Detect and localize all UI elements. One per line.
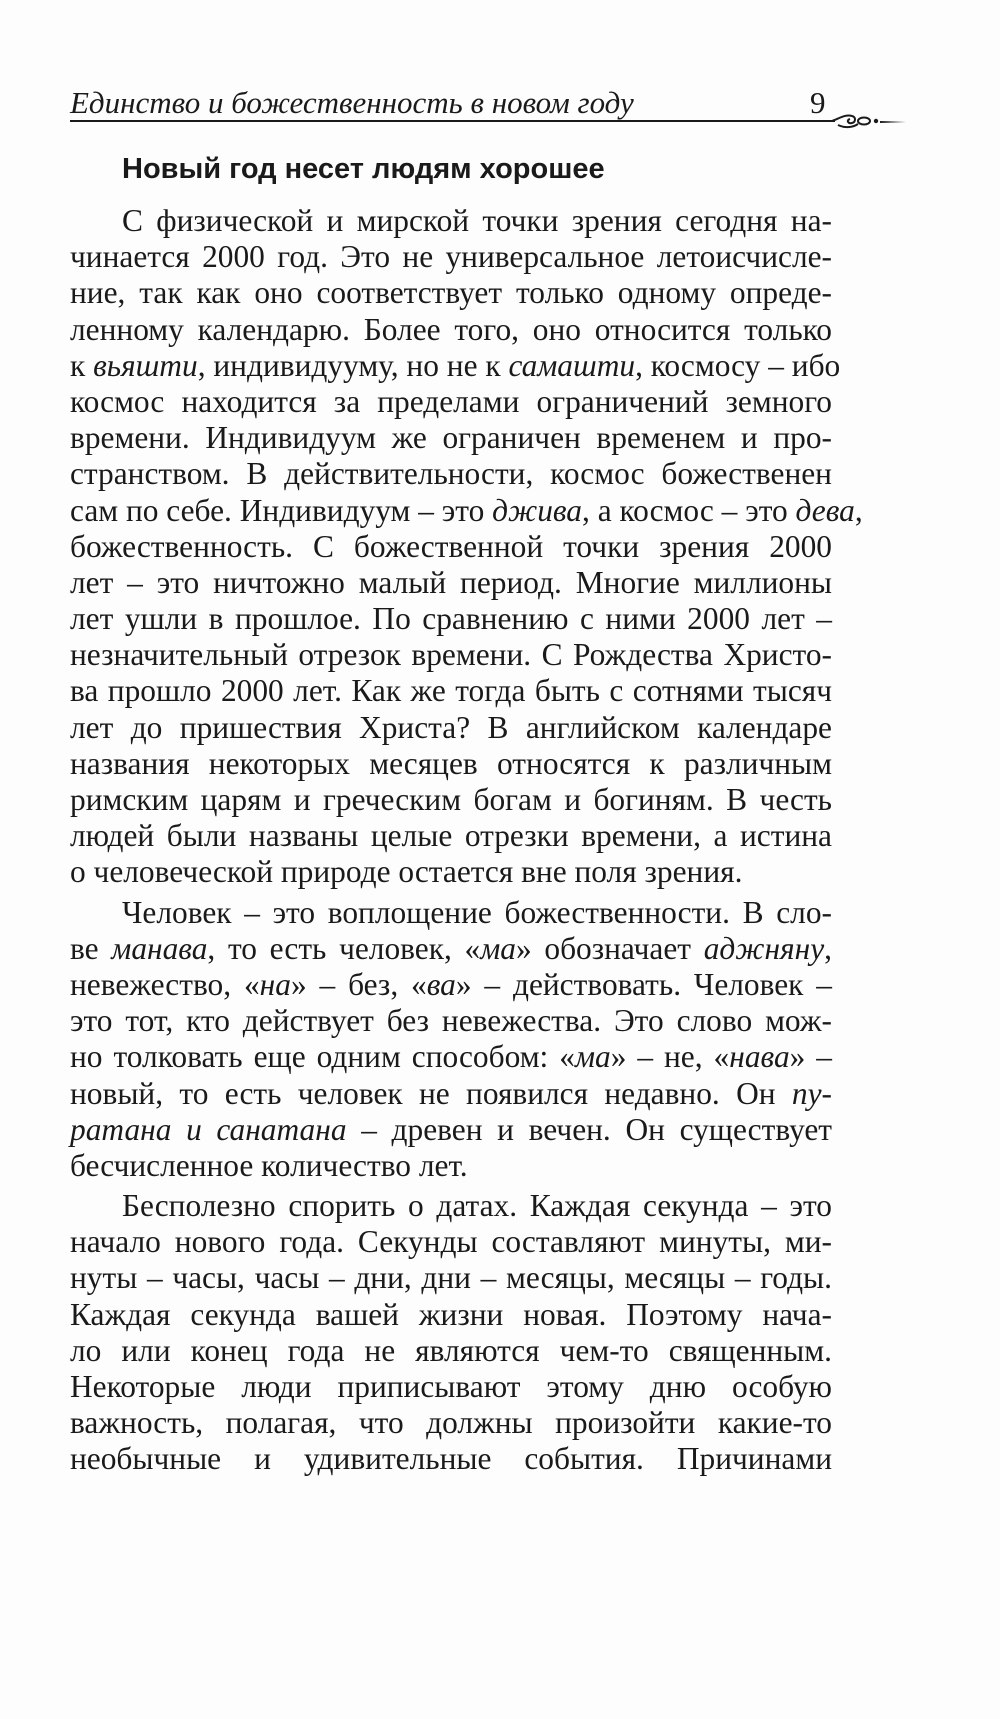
- text-run: космос находится за пределами ограничений земного: [70, 383, 832, 419]
- text-run: важность, полагая, что должны произойти какие-то: [70, 1405, 832, 1441]
- text-run: – древен и вечен. Он существует: [346, 1111, 832, 1147]
- text-run: лет до пришествия Христа? В английском календаре: [70, 709, 832, 745]
- text-run: ленному календарю. Более того, оно относится только: [70, 311, 832, 347]
- text-line: [70, 710, 832, 746]
- italic-term: самашти: [508, 347, 636, 383]
- text-line: [70, 239, 832, 275]
- text-line: [70, 1039, 832, 1075]
- italic-term: ма: [480, 930, 516, 966]
- text-run: незначительный отрезок времени. С Рождества Христо-: [70, 637, 832, 673]
- body-text: [70, 203, 863, 1478]
- text-run: но толковать еще одним способом: «: [70, 1039, 575, 1075]
- text-run: начало нового года. Секунды составляют минуты, ми-: [70, 1224, 832, 1260]
- text-line: [70, 1224, 832, 1260]
- text-run: ,: [824, 930, 833, 966]
- text-run: , космосу – ибо: [635, 347, 841, 383]
- text-run: божественность. С божественной точки зрения 2000: [70, 528, 832, 564]
- text-line: [70, 1333, 832, 1369]
- text-run: римским царям и греческим богам и богиням. В честь: [70, 782, 832, 817]
- text-line: [70, 1369, 832, 1405]
- text-line: [70, 601, 832, 637]
- italic-term: пу-: [791, 1075, 832, 1111]
- text-run: сам по себе. Индивидуум – это: [70, 492, 493, 528]
- text-line: [70, 673, 832, 709]
- text-run: » – без, «: [290, 966, 427, 1002]
- text-run: » обозначает: [515, 930, 704, 966]
- text-run: это тот, кто действует без невежества. Это слово мож-: [70, 1003, 832, 1039]
- text-run: ,: [854, 492, 863, 528]
- text-run: о человеческой природе остается вне поля зрения.: [70, 854, 743, 890]
- text-run: , индивидууму, но не к: [197, 347, 509, 383]
- text-line: [70, 1441, 832, 1477]
- text-line: [70, 1188, 832, 1224]
- text-run: лет – это ничтожно малый период. Многие миллионы: [70, 564, 832, 600]
- text-line: [70, 420, 832, 456]
- header-rule: [70, 120, 835, 122]
- flourish-ornament-icon: [830, 106, 908, 136]
- text-line: [70, 565, 832, 601]
- text-run: ва прошло 2000 лет. Как же тогда быть с сотнями тысяч: [70, 673, 832, 709]
- text-line: [70, 895, 832, 931]
- text-line: [70, 1260, 832, 1296]
- text-line: [70, 967, 832, 1003]
- chapter-title: Новый год несет людям хорошее: [122, 153, 605, 185]
- text-run: Человек – это воплощение божественности. В сло-: [122, 894, 832, 930]
- text-line: [70, 275, 832, 311]
- page-number: 9: [810, 85, 826, 120]
- text-run: Некоторые люди приписывают этому дню особую: [70, 1369, 832, 1404]
- text-run: ве: [70, 930, 112, 966]
- text-line: [70, 347, 841, 384]
- text-line: [70, 931, 832, 967]
- text-line: [70, 746, 832, 782]
- italic-term: аджняну: [703, 930, 825, 966]
- text-run: чинается 2000 год. Это не универсальное летоисчисле-: [70, 239, 832, 275]
- text-run: странством. В действительности, космос божественен: [70, 456, 832, 492]
- text-run: времени. Индивидуум же ограничен временем и про-: [70, 420, 832, 456]
- text-line: [70, 492, 863, 529]
- text-run: названия некоторых месяцев относятся к различным: [70, 745, 832, 781]
- text-line: [70, 1112, 832, 1148]
- text-line: [70, 1148, 832, 1184]
- italic-term: ратана и санатана: [70, 1111, 347, 1147]
- italic-term: на: [259, 966, 291, 1002]
- text-run: ло или конец года не являются чем-то священным.: [70, 1332, 832, 1368]
- italic-term: нава: [729, 1039, 790, 1075]
- text-run: Каждая секунда вашей жизни новая. Поэтому нача-: [70, 1296, 832, 1332]
- text-run: » – действовать. Человек –: [455, 966, 832, 1002]
- text-line: [70, 1076, 832, 1112]
- text-line: [70, 203, 832, 239]
- italic-term: вьяшти: [93, 347, 198, 383]
- text-run: » –: [789, 1039, 832, 1075]
- text-run: новый, то есть человек не появился недавно. Он: [70, 1075, 792, 1111]
- italic-term: ва: [426, 966, 456, 1002]
- text-run: бесчисленное количество лет.: [70, 1147, 468, 1183]
- paragraph: [70, 203, 863, 891]
- italic-term: дева: [795, 492, 855, 528]
- text-line: [70, 818, 832, 854]
- text-run: невежество, «: [70, 966, 260, 1002]
- text-line: [70, 782, 832, 818]
- text-run: » – не, «: [610, 1039, 730, 1075]
- text-line: [70, 1405, 832, 1441]
- text-line: [70, 529, 832, 565]
- text-run: людей были названы целые отрезки времени, а истина: [70, 818, 832, 854]
- text-line: [70, 637, 832, 673]
- text-line: [70, 456, 832, 492]
- paragraph: [70, 1188, 832, 1478]
- text-line: [70, 1297, 832, 1333]
- paragraph: [70, 895, 832, 1185]
- text-run: , то есть человек, «: [207, 930, 481, 966]
- text-run: необычные и удивительные события. Причинами: [70, 1441, 832, 1477]
- italic-term: ма: [574, 1039, 611, 1075]
- text-line: [70, 384, 832, 420]
- text-run: , а космос – это: [582, 492, 796, 528]
- text-run: нуты – часы, часы – дни, дни – месяцы, месяцы – годы.: [70, 1260, 832, 1296]
- italic-term: джива: [492, 492, 583, 528]
- text-line: [70, 312, 832, 348]
- text-line: [70, 1003, 832, 1039]
- text-run: Бесполезно спорить о датах. Каждая секунда – это: [122, 1188, 832, 1224]
- text-run: лет ушли в прошлое. По сравнению с ними 2000 лет –: [70, 601, 832, 637]
- text-run: ние, так как оно соответствует только одному опреде-: [70, 275, 832, 311]
- running-header: [70, 86, 930, 126]
- text-line: [70, 854, 832, 890]
- italic-term: манава: [111, 930, 208, 966]
- text-run: к: [70, 347, 94, 383]
- text-run: С физической и мирской точки зрения сегодня на-: [122, 203, 832, 238]
- running-title: Единство и божественность в новом году: [70, 85, 634, 120]
